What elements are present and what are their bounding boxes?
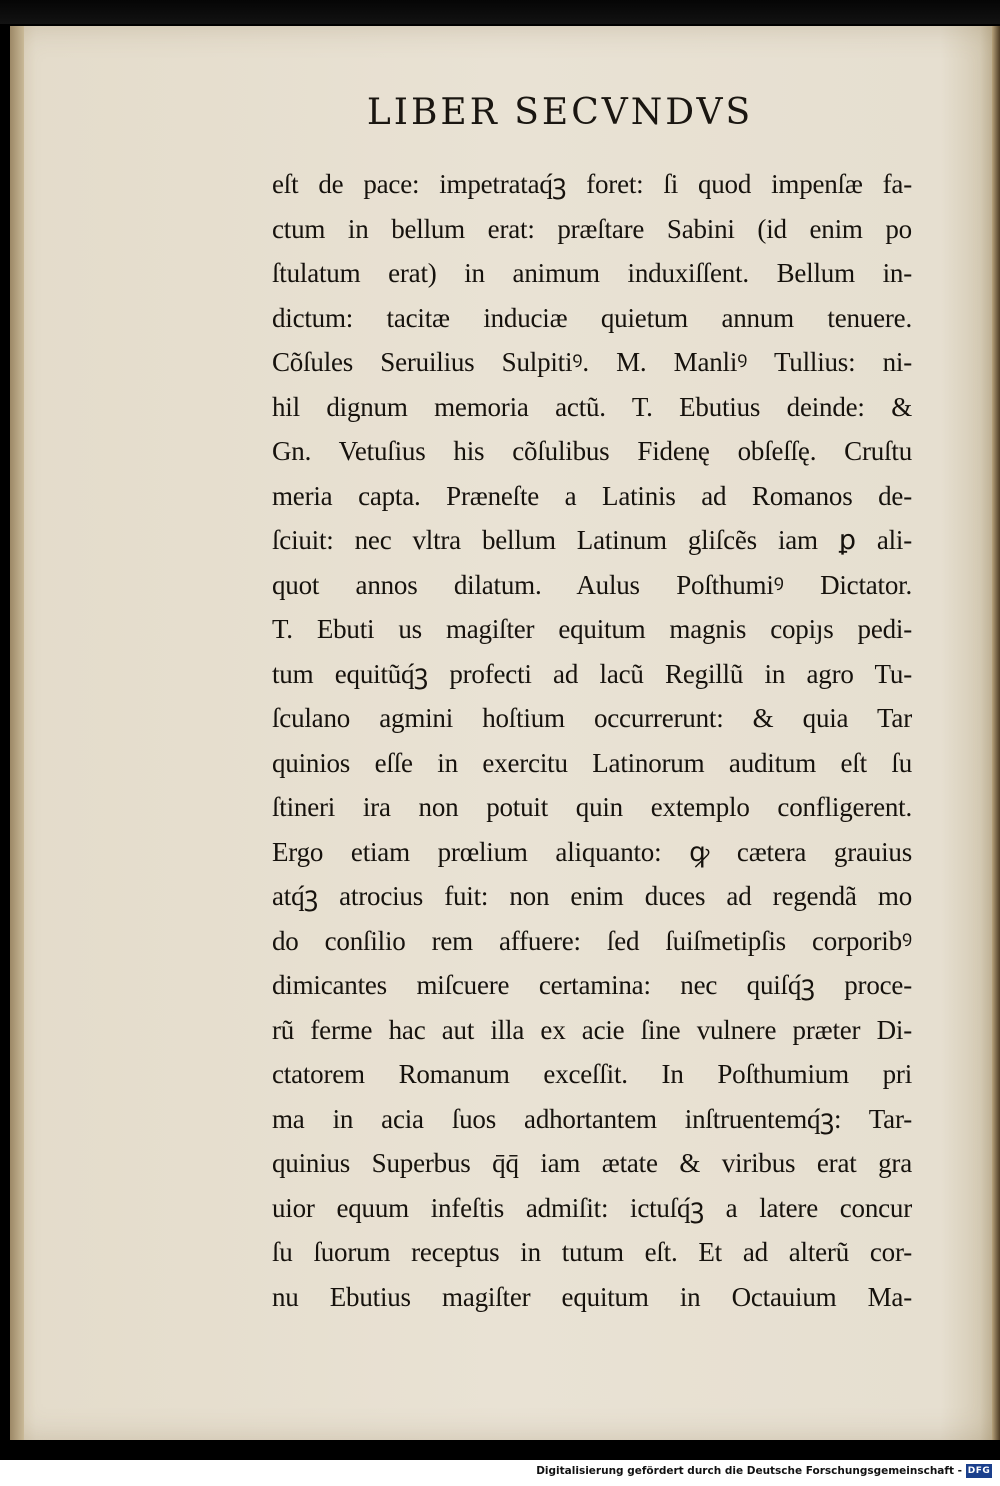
text-line-23: quinius Superbus q̄q̄ iam ætate & viribus erat gra	[272, 1148, 912, 1178]
text-line-24: uior equum infeſtis admiſit: ictuſq́ꝫ a latere concur	[272, 1192, 912, 1223]
scanner-top-edge	[0, 0, 1000, 24]
text-line-20: rũ ferme hac aut illa ex acie ſine vulnere præter Di-	[272, 1014, 912, 1045]
text-line-5: Cõſules Seruilius Sulpitiꝰ. M. Manliꝰ Tullius: ni-	[272, 347, 912, 377]
digitization-footer	[0, 1460, 1000, 1486]
text-line-13: ſculano agmini hoſtium occurrerunt: & quia Tar	[272, 703, 912, 733]
dfg-logo: DFG	[967, 1466, 991, 1476]
text-line-15: ſtineri ira non potuit quin extemplo confligerent.	[272, 792, 912, 822]
text-line-11: T. Ebuti us magiſter equitum magnis copiȷs pedi-	[272, 614, 912, 644]
text-line-10: quot annos dilatum. Aulus Poſthumiꝰ Dictator.	[272, 569, 912, 600]
page-binding-shadow	[992, 26, 1000, 1440]
page-fore-edge	[10, 26, 24, 1440]
text-line-4: dictum: tacitæ induciæ quietum annum tenuere.	[272, 302, 912, 333]
running-head: LIBER SECVNDVS	[366, 92, 754, 133]
text-line-2: ctum in bellum erat: præſtare Sabini (id enim po	[272, 213, 912, 244]
text-block	[272, 162, 912, 1319]
text-line-22: ma in acia ſuos adhortantem inſtruentemq́ꝫ: Tar-	[272, 1103, 912, 1134]
text-line-6: hil dignum memoria actũ. T. Ebutius deinde: &	[272, 391, 912, 422]
text-line-18: do conſilio rem affuere: ſed ſuiſmetipſis corporibꝰ	[272, 925, 912, 956]
text-line-25: ſu ſuorum receptus in tutum eſt. Et ad alterũ cor-	[272, 1237, 912, 1267]
text-line-21: ctatorem Romanum exceſſit. In Poſthumium pri	[272, 1059, 912, 1089]
text-line-26: nu Ebutius magiſter equitum in Octauium Ma-	[272, 1281, 912, 1312]
text-line-9: ſciuit: nec vltra bellum Latinum gliſcẽs iam ꝑ ali-	[272, 525, 912, 555]
funding-credit: Digitalisierung gefördert durch die Deutsche Forschungsgemeinschaft -	[536, 1465, 962, 1477]
text-line-1: eſt de pace: impetrataq́ꝫ foret: ſi quod impenſæ fa-	[272, 169, 912, 199]
text-line-19: dimicantes miſcuere certamina: nec quiſq́ꝫ proce-	[272, 970, 912, 1000]
text-line-16: Ergo etiam prœlium aliquanto: ꝙ cætera grauius	[272, 836, 912, 867]
text-line-7: Gn. Vetuſius his cõſulibus Fidenę obſeſſę. Cruſtu	[272, 436, 912, 466]
text-line-12: tum equitũq́ꝫ profecti ad lacũ Regillũ in agro Tu-	[272, 658, 912, 689]
text-line-17: atq́ꝫ atrocius fuit: non enim duces ad regendã mo	[272, 881, 912, 911]
text-line-8: meria capta. Præneſte a Latinis ad Romanos de-	[272, 480, 912, 511]
text-line-14: quinios eſſe in exercitu Latinorum auditum eſt ſu	[272, 747, 912, 778]
text-line-3: ſtulatum erat) in animum induxiſſent. Bellum in-	[272, 258, 912, 288]
